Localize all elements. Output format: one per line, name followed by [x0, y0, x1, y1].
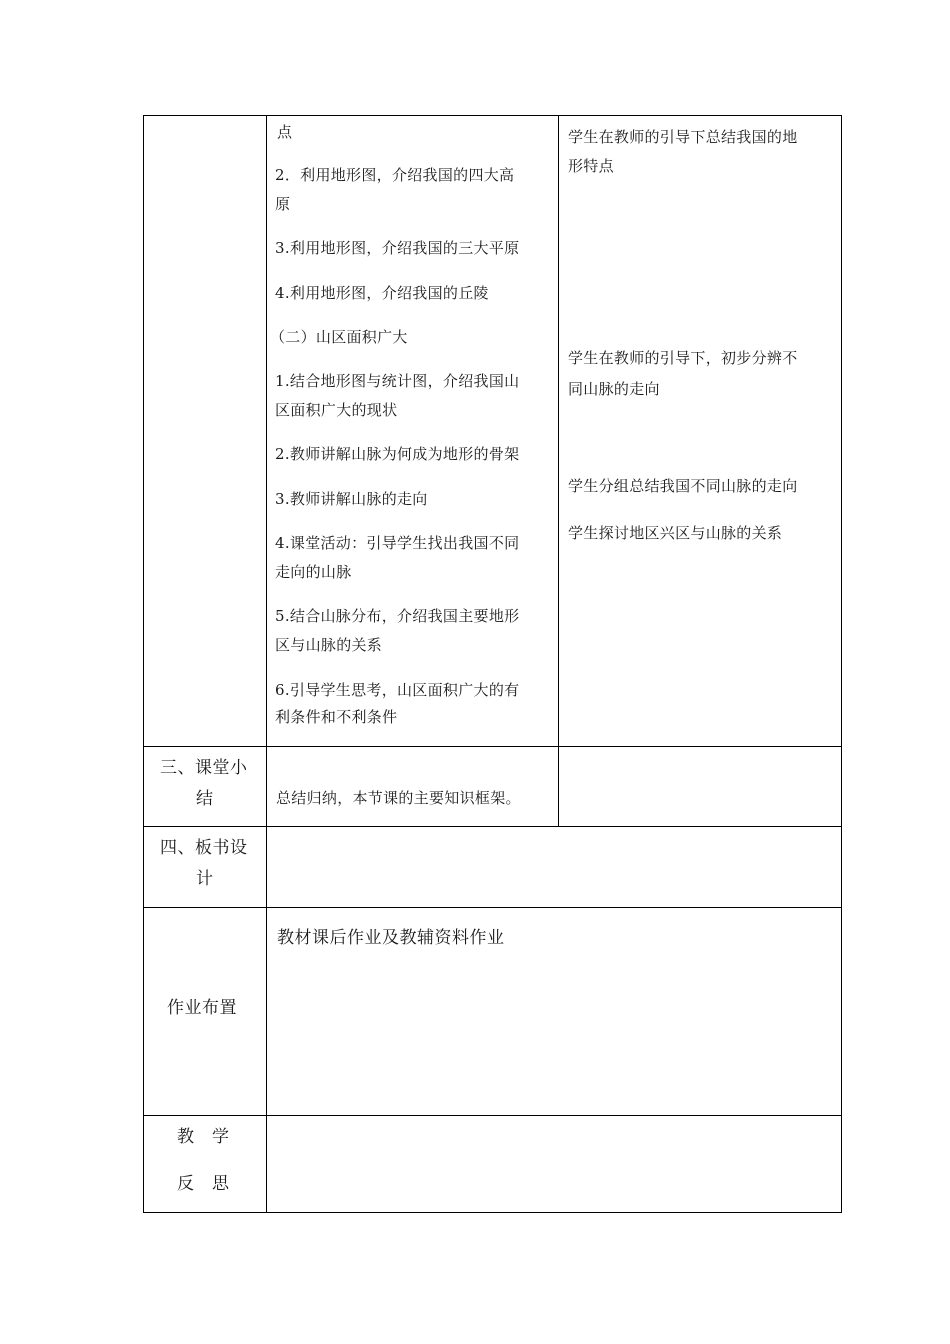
step-line: 点 — [277, 123, 293, 141]
summary-content: 总结归纳，本节课的主要知识框架。 — [276, 789, 521, 807]
row-divider-4 — [143, 1115, 842, 1116]
step-line: 区与山脉的关系 — [275, 636, 383, 654]
homework-label: 作业布置 — [167, 998, 237, 1018]
row-divider-3 — [143, 907, 842, 908]
board-design-label: 计 — [196, 869, 214, 889]
label-column-divider — [266, 115, 267, 1213]
activity-line: 形特点 — [568, 157, 614, 175]
content-column-divider — [558, 115, 559, 827]
step-line: （二）山区面积广大 — [270, 328, 408, 346]
summary-label: 三、课堂小 — [160, 758, 248, 778]
reflection-label: 教 学 — [177, 1127, 230, 1147]
step-line: 4.利用地形图，介绍我国的丘陵 — [275, 284, 489, 302]
step-line: 2.教师讲解山脉为何成为地形的骨架 — [275, 445, 520, 463]
row-divider-2 — [143, 826, 842, 827]
step-line: 区面积广大的现状 — [275, 401, 398, 419]
activity-line: 学生在教师的引导下，初步分辨不 — [568, 349, 798, 367]
step-line: 走向的山脉 — [275, 563, 352, 581]
step-line: 3.教师讲解山脉的走向 — [275, 490, 428, 508]
step-line: 4.课堂活动：引导学生找出我国不同 — [275, 534, 520, 552]
table-right-border — [841, 115, 842, 1213]
summary-label: 结 — [196, 789, 214, 809]
step-line: 6.引导学生思考，山区面积广大的有 — [275, 681, 520, 699]
table-top-border — [143, 115, 842, 116]
table-bottom-border — [143, 1212, 842, 1213]
step-line: 1.结合地形图与统计图，介绍我国山 — [275, 372, 520, 390]
activity-line: 学生探讨地区兴区与山脉的关系 — [568, 524, 783, 542]
table-left-border — [143, 115, 144, 1213]
board-design-label: 四、板书设 — [160, 838, 248, 858]
step-line: 3.利用地形图，介绍我国的三大平原 — [275, 239, 520, 257]
activity-line: 同山脉的走向 — [568, 380, 660, 398]
step-line: 利条件和不利条件 — [275, 708, 398, 726]
step-line: 2．利用地形图，介绍我国的四大高 — [275, 166, 515, 184]
activity-line: 学生在教师的引导下总结我国的地 — [568, 128, 798, 146]
activity-line: 学生分组总结我国不同山脉的走向 — [568, 477, 798, 495]
step-line: 5.结合山脉分布，介绍我国主要地形 — [275, 607, 520, 625]
row-divider-1 — [143, 746, 842, 747]
homework-content: 教材课后作业及教辅资料作业 — [277, 928, 505, 948]
step-line: 原 — [275, 195, 291, 213]
reflection-label: 反 思 — [177, 1174, 230, 1194]
